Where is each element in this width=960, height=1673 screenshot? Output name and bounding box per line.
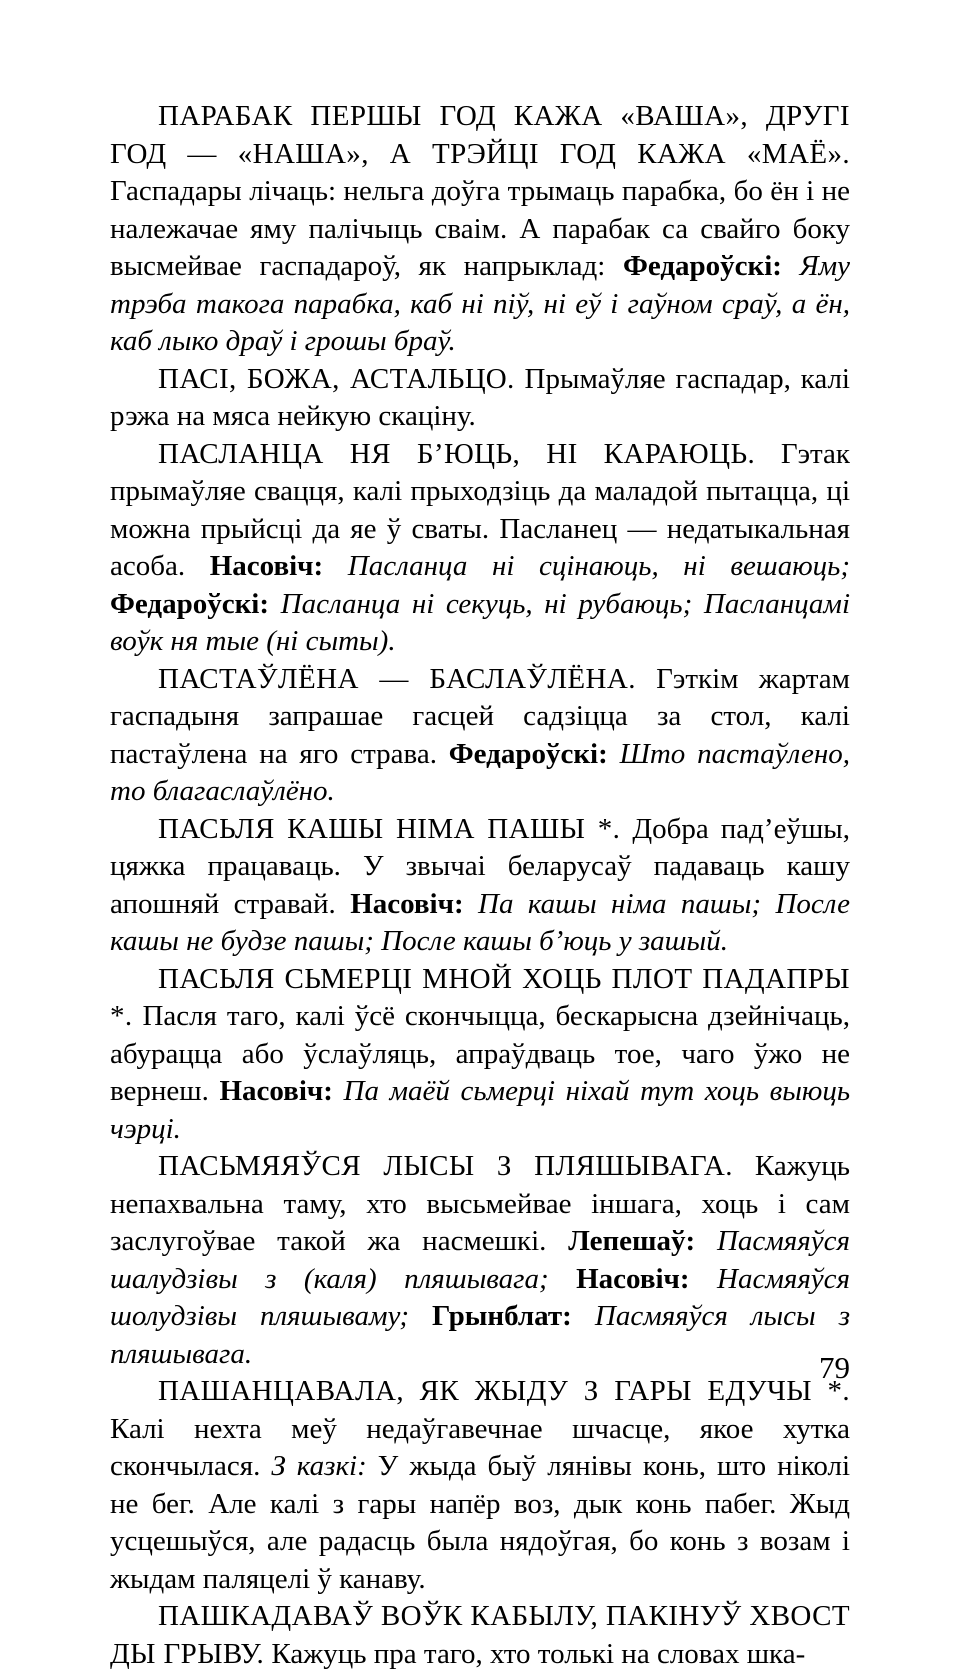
- entry-pasmiajausia: [110, 1148, 850, 1373]
- entry-explanation: Добра пад’еўшы, цяжка працаваць. У звычаі беларусаў падаваць кашу апошняй стравай.: [110, 812, 851, 920]
- entry-explanation: Прымаўляе гаспадар, калі рэжа на мяса нейкую скаціну.: [110, 362, 850, 432]
- entry-headword: ПАСЬЛЯ КАШЫ НІМА ПАШЫ *.: [158, 812, 621, 845]
- entry-explanation: Гаспадары лічаць: нельга доўга трымаць парабка, бо ён і не належачае яму палічыць сваім. А парабак са свайго боку высмейвае гаспадароў, як напрыклад:: [110, 175, 850, 282]
- source-quote: Па кашы німа пашы; После кашы не будзе пашы; После кашы б’юць у зашый.: [110, 887, 850, 957]
- entry-parabak: [110, 98, 850, 361]
- source-name: Насовіч:: [576, 1262, 690, 1295]
- entry-headword: ПАШКАДАВАЎ ВОЎК КАБЫЛУ, ПАКІНУЎ ХВОСТ ДЫ ГРЫВУ.: [110, 1600, 850, 1670]
- source-name: Грынблат:: [432, 1300, 572, 1332]
- entry-headword: ПАСЬЛЯ СЬМЕРЦІ МНОЙ ХОЦЬ ПЛОТ ПАДАПРЫ *.: [110, 962, 850, 1032]
- entry-headword: ПАСІ, БОЖА, АСТАЛЬЦО.: [158, 362, 515, 395]
- source-quote: Пасланца ні сцінаюць, ні вешаюць;: [347, 550, 851, 582]
- tale-label: З казкі:: [271, 1450, 367, 1482]
- source-name: Лепешаў:: [568, 1225, 696, 1257]
- entry-headword: ПАШАНЦАВАЛА, ЯК ЖЫДУ З ГАРЫ ЕДУЧЫ *.: [158, 1375, 850, 1407]
- entry-paslia-kashy: [110, 811, 850, 961]
- entry-headword: ПАРАБАК ПЕРШЫ ГОД КАЖА «ВАША», ДРУГІ ГОД — «НАША», А ТРЭЙЦІ ГОД КАЖА «МАЁ».: [110, 100, 850, 170]
- tale-text: У жыда быў лянівы конь, што ніколі не бег. Але калі з гары напёр воз, дык конь пабег. Жыд усцешыўся, але радасць была нядоўгая, бо конь з возам і жыдам паляцелі ў канаву.: [110, 1450, 851, 1595]
- source-quote: Па маёй сьмерці ніхай тут хоць выюць чэрці.: [110, 1075, 851, 1145]
- source-name: Насовіч:: [209, 550, 324, 582]
- entry-pashancavala: [110, 1373, 850, 1598]
- dictionary-text: [110, 98, 850, 1673]
- entry-paslanca: [110, 436, 850, 661]
- entry-explanation: Пасля таго, калі ўсё скончыцца, бескарысна дзейнічаць, абурацца або ўслаўляць, апраўдваць тое, чаго ўжо не вернеш.: [110, 1000, 850, 1107]
- entry-pasi-bozha: [110, 361, 850, 436]
- source-quote: Пасмяяўся лысы з пляшывага.: [110, 1300, 851, 1370]
- entry-explanation: Калі нехта меў недаўгавечнае шчасце, якое хутка скончылася.: [110, 1412, 850, 1482]
- source-name: Федароўскі:: [110, 587, 269, 620]
- source-quote: Насмяяўся шолудзівы пляшываму;: [110, 1262, 851, 1332]
- entry-explanation: Кажуць непахвальна таму, хто высьмейвае іншага, хоць і сам заслугоўвае такой жа насмешкі.: [110, 1150, 851, 1257]
- page-number: 79: [819, 1350, 850, 1385]
- source-quote: Пасмяяўся шалудзівы з (каля) пляшывага;: [110, 1225, 850, 1295]
- source-name: Федароўскі:: [622, 250, 782, 282]
- entry-explanation: Кажуць пра таго, хто толькі на словах шка-: [271, 1637, 806, 1670]
- source-name: Насовіч:: [350, 887, 464, 920]
- entry-headword: ПАСЬМЯЯЎСЯ ЛЫСЫ З ПЛЯШЫВАГА.: [158, 1150, 733, 1182]
- entry-pastaulena: [110, 661, 850, 811]
- entry-explanation: Гэтак прымаўляе свацця, калі прыходзіць да маладой пытацца, ці можна прыйсці да яе ў сваты. Пасланец — недатыкальная асоба.: [110, 437, 851, 582]
- entry-headword: ПАСЛАНЦА НЯ Б’ЮЦЬ, НІ КАРАЮЦЬ.: [158, 437, 756, 470]
- source-quote: Яму трэба такога парабка, каб ні піў, ні еў і гаўном сраў, а ён, каб лыко драў і грошы браў.: [110, 250, 851, 357]
- source-quote: Пасланца ні секуць, ні рубаюць; Пасланцамі воўк ня тые (ні сыты).: [110, 587, 850, 657]
- entry-explanation: Гэткім жартам гаспадыня запрашае гасцей садзіцца за стол, калі пастаўлена на яго страва.: [110, 662, 850, 770]
- entry-headword: ПАСТАЎЛЁНА — БАСЛАЎЛЁНА.: [158, 662, 636, 695]
- entry-paslia-smerci: [110, 961, 850, 1149]
- source-quote: Што пастаўлено, то благаслаўлёно.: [110, 737, 850, 807]
- source-name: Федароўскі:: [448, 737, 608, 770]
- entry-pashkadavau: [110, 1598, 850, 1673]
- source-name: Насовіч:: [219, 1075, 333, 1107]
